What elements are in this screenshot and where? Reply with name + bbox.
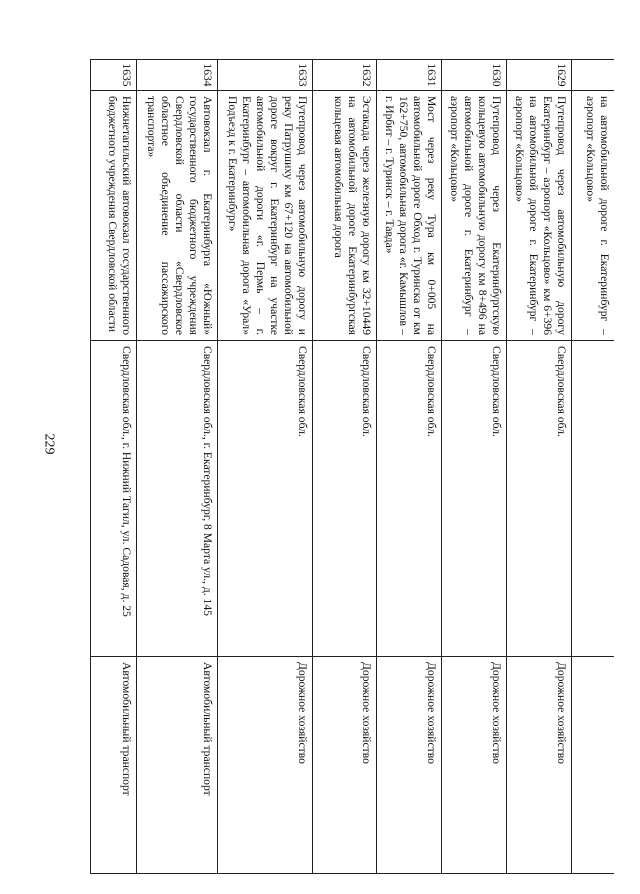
row-number: 1633 [218, 60, 313, 91]
table-row [218, 60, 313, 874]
facility-type: Дорожное хозяйство [377, 657, 442, 874]
table-row [313, 60, 377, 874]
table-row [377, 60, 442, 874]
row-number: 1630 [442, 60, 507, 91]
facility-type: Дорожное хозяйство [313, 657, 377, 874]
facility-name: Автовокзал г. Екатеринбурга «Южный» государственного бюджетного учреждения Свердловской области «Свердловское областное объединение пассажирского транспорта» [137, 91, 218, 341]
facility-address: Свердловская обл. [442, 341, 507, 657]
facility-name: Эстакада через железную дорогу км 32+10449 на автомобильной дороге Екатеринбургская кольцевая автомобильная дорога [313, 91, 377, 341]
facility-address: Свердловская обл. [313, 341, 377, 657]
facility-name: Нижнетагильский автовокзал государственного бюджетного учреждения Свердловской области [91, 91, 137, 341]
page-number: 229 [41, 433, 57, 455]
facility-table [91, 59, 615, 874]
facility-name: на автомобильной дороге г. Екатеринбург – аэропорт «Кольцово» [572, 91, 614, 341]
facility-type: Дорожное хозяйство [218, 657, 313, 874]
facility-type: Автомобильный транспорт [91, 657, 137, 874]
facility-type: Дорожное хозяйство [507, 657, 572, 874]
facility-address: Свердловская обл., г. Нижний Тагил, ул. Садовая, д. 25 [91, 341, 137, 657]
facility-type: Дорожное хозяйство [442, 657, 507, 874]
table-row [572, 60, 614, 874]
facility-address: Свердловская обл. [507, 341, 572, 657]
table-wrapper [89, 59, 614, 835]
facility-address: Свердловская обл. [218, 341, 313, 657]
row-number: 1629 [507, 60, 572, 91]
facility-name: Путепровод через автомобильную дорогу Екатеринбург – аэропорт «Кольцово» км 6+396 на автомобильной дороге г. Екатеринбург – аэропорт «Кольцово» [507, 91, 572, 341]
table-row [137, 60, 218, 874]
row-number: 1635 [91, 60, 137, 91]
facility-name: Путепровод через Екатеринбургскую кольцевую автомобильную дорогу км 8+496 на автомобильной дороге г. Екатеринбург – аэропорт «Кольцово» [442, 91, 507, 341]
facility-address: Свердловская обл. [377, 341, 442, 657]
row-number: 1634 [137, 60, 218, 91]
facility-address [572, 341, 614, 657]
row-number: 1631 [377, 60, 442, 91]
facility-type [572, 657, 614, 874]
facility-address: Свердловская обл., г. Екатеринбург, 8 Марта ул., д. 145 [137, 341, 218, 657]
table-row [91, 60, 137, 874]
row-number [572, 60, 614, 91]
facility-type: Автомобильный транспорт [137, 657, 218, 874]
row-number: 1632 [313, 60, 377, 91]
table-row [507, 60, 572, 874]
table-row [442, 60, 507, 874]
facility-name: Путепровод через автомобильную дорогу и реку Патрушиху км 67+120 на автомобильной дороге вокруг г. Екатеринбург на участке автомобильной дороги «г. Пермь – г. Екатеринбург – автомобильная дорога «Урал» Подъезд к г. Екатеринбург» [218, 91, 313, 341]
facility-name: Мост через реку Тура км 0+005 на автомобильной дороге Обход г. Туринска от км 162+750, автомобильная дорога «г. Камышлов – г. Ирбит – г. Туринск – г. Тавда» [377, 91, 442, 341]
